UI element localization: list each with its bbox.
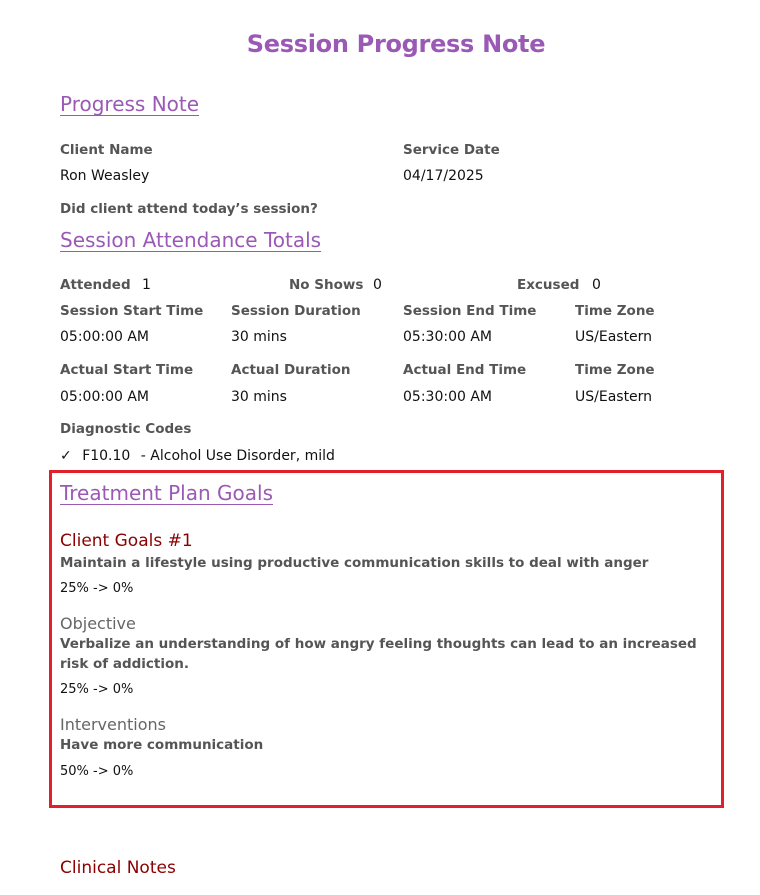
diagnostic-code: F10.10 <box>82 448 131 464</box>
attendance-question: Did client attend today’s session? <box>60 201 318 217</box>
client-goal-progress: 25% -> 0% <box>60 581 134 596</box>
excused-count: 0 <box>592 277 601 293</box>
objective-text: Verbalize an understanding of how angry feeling thoughts can lead to an increased risk of addiction. <box>60 636 697 672</box>
checkmark-icon: ✓ <box>60 448 72 464</box>
client-goal-text: Maintain a lifestyle using productive communication skills to deal with anger <box>60 555 649 571</box>
interventions-heading: Interventions <box>60 715 166 734</box>
objective-heading: Objective <box>60 614 136 633</box>
session-start-label: Session Start Time <box>60 303 204 319</box>
session-end-label: Session End Time <box>403 303 537 319</box>
objective-progress: 25% -> 0% <box>60 682 134 697</box>
attended-count: 1 <box>142 277 151 293</box>
service-date-value: 04/17/2025 <box>403 168 484 184</box>
session-start-value: 05:00:00 AM <box>60 329 149 345</box>
treatment-plan-heading: Treatment Plan Goals <box>60 481 273 505</box>
diagnostic-codes-label: Diagnostic Codes <box>60 421 192 437</box>
diagnostic-code-row <box>60 448 335 464</box>
session-duration-label: Session Duration <box>231 303 361 319</box>
actual-end-value: 05:30:00 AM <box>403 389 492 405</box>
no-shows-label: No Shows <box>289 277 364 293</box>
service-date-label: Service Date <box>403 142 500 158</box>
session-duration-value: 30 mins <box>231 329 287 345</box>
progress-note-heading: Progress Note <box>60 92 200 116</box>
client-name-label: Client Name <box>60 142 153 158</box>
client-goal-title: Client Goals #1 <box>60 531 193 551</box>
diagnostic-description: - Alcohol Use Disorder, mild <box>140 448 335 464</box>
client-name-value: Ron Weasley <box>60 168 150 184</box>
actual-timezone-value: US/Eastern <box>575 389 653 405</box>
actual-timezone-label: Time Zone <box>575 362 655 378</box>
session-end-value: 05:30:00 AM <box>403 329 492 345</box>
no-shows-count: 0 <box>373 277 382 293</box>
actual-start-value: 05:00:00 AM <box>60 389 149 405</box>
attendance-totals-heading: Session Attendance Totals <box>60 228 322 252</box>
interventions-text: Have more communication <box>60 737 264 753</box>
actual-duration-value: 30 mins <box>231 389 287 405</box>
excused-label: Excused <box>517 277 580 293</box>
actual-end-label: Actual End Time <box>403 362 527 378</box>
attended-label: Attended <box>60 277 131 293</box>
actual-duration-label: Actual Duration <box>231 362 351 378</box>
document-title: Session Progress Note <box>246 30 546 58</box>
session-timezone-label: Time Zone <box>575 303 655 319</box>
interventions-progress: 50% -> 0% <box>60 764 134 779</box>
actual-start-label: Actual Start Time <box>60 362 194 378</box>
clinical-notes-heading: Clinical Notes <box>60 858 176 878</box>
session-timezone-value: US/Eastern <box>575 329 653 345</box>
